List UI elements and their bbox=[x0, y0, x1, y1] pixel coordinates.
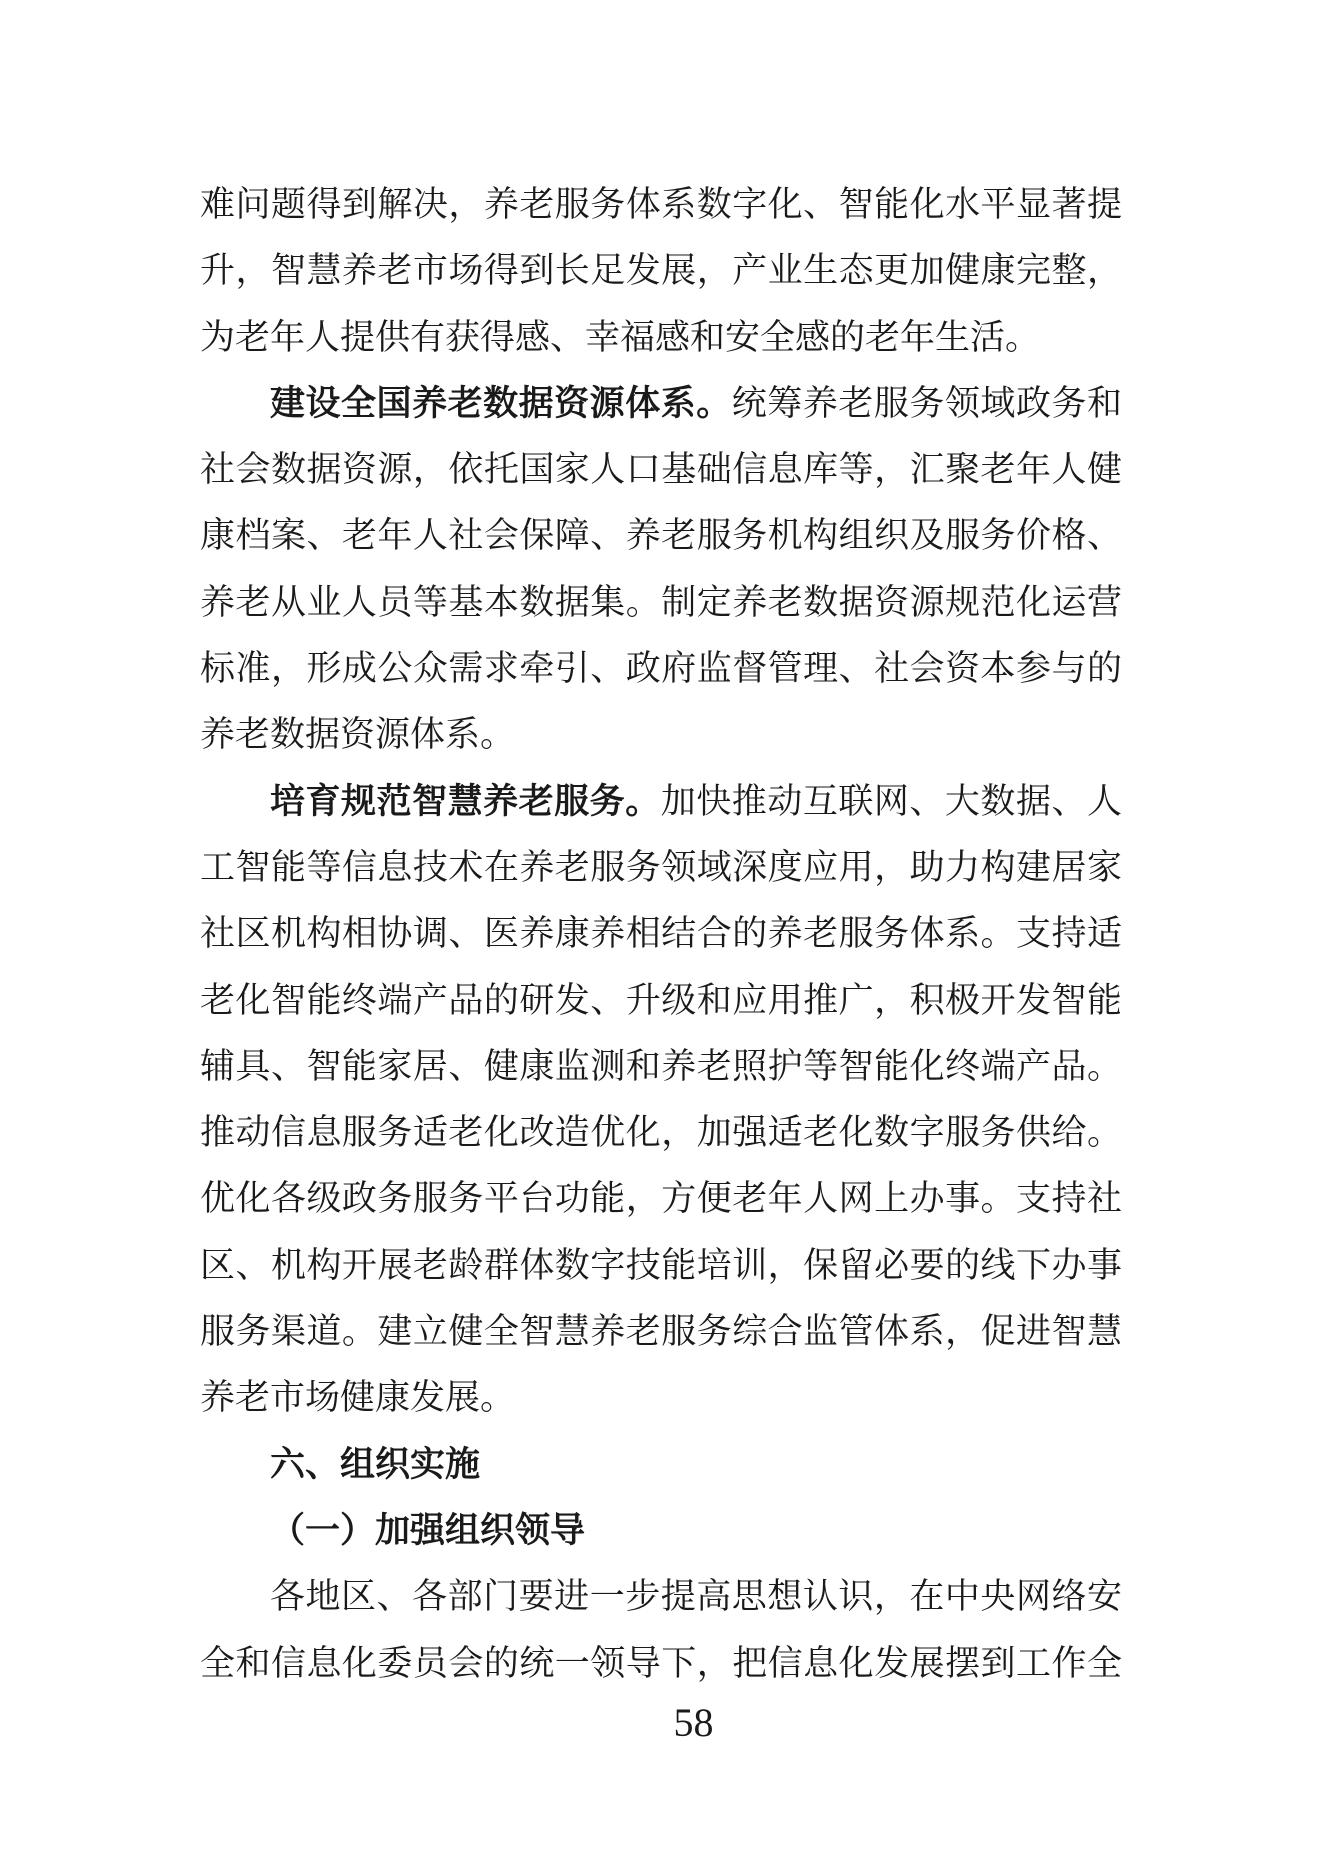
body-text-line bbox=[200, 437, 1122, 503]
line-text: 难问题得到解决，养老服务体系数字化、智能化水平显著提 bbox=[200, 185, 1122, 224]
line-text: 优化各级政务服务平台功能，方便老年人网上办事。支持社 bbox=[200, 1179, 1122, 1219]
line-text: 标准，形成公众需求牵引、政府监督管理、社会资本参与的 bbox=[200, 649, 1122, 689]
subsection-heading bbox=[200, 1498, 1122, 1564]
body-text-line bbox=[200, 968, 1122, 1034]
line-text: 养老数据资源体系。 bbox=[200, 715, 516, 755]
line-text: 各地区、各部门要进一步提高思想认识，在中央网络安 bbox=[270, 1577, 1122, 1617]
section-heading bbox=[200, 1432, 1122, 1498]
body-text-line bbox=[200, 1233, 1122, 1299]
line-text: 社区机构相协调、医养康养相结合的养老服务体系。支持适 bbox=[200, 914, 1122, 954]
text-column bbox=[200, 172, 1122, 1697]
line-text: 加快推动互联网、大数据、人 bbox=[660, 781, 1122, 821]
page-number: 58 bbox=[673, 1700, 714, 1745]
paragraph-lead-bold: 培育规范智慧养老服务。 bbox=[270, 781, 661, 821]
line-text: 服务渠道。建立健全智慧养老服务综合监管体系，促进智慧 bbox=[200, 1312, 1122, 1352]
line-text: 养老市场健康发展。 bbox=[200, 1378, 516, 1418]
line-text: 推动信息服务适老化改造优化，加强适老化数字服务供给。 bbox=[200, 1113, 1122, 1153]
line-text: 为老年人提供有获得感、幸福感和安全感的老年生活。 bbox=[200, 317, 1041, 357]
body-text-line bbox=[200, 503, 1122, 569]
line-text: 升，智慧养老市场得到长足发展，产业生态更加健康完整， bbox=[200, 251, 1122, 291]
body-text-line bbox=[200, 1034, 1122, 1100]
body-text-line bbox=[200, 570, 1122, 636]
heading-text: 六、组织实施 bbox=[270, 1444, 481, 1484]
body-text-line bbox=[200, 1100, 1122, 1166]
body-text-line bbox=[200, 238, 1122, 304]
paragraph-lead-bold: 建设全国养老数据资源体系。 bbox=[270, 383, 732, 423]
line-text: 社会数据资源，依托国家人口基础信息库等，汇聚老年人健 bbox=[200, 450, 1122, 490]
line-text: 全和信息化委员会的统一领导下，把信息化发展摆到工作全 bbox=[200, 1643, 1122, 1683]
body-text-line bbox=[200, 371, 1122, 437]
body-text-line bbox=[200, 1564, 1122, 1630]
line-text: 统筹养老服务领域政务和 bbox=[731, 383, 1122, 423]
body-text-line bbox=[200, 1631, 1122, 1697]
body-text-line bbox=[200, 305, 1122, 371]
body-text-line bbox=[200, 1299, 1122, 1365]
body-text-line bbox=[200, 901, 1122, 967]
body-text-line bbox=[200, 1365, 1122, 1431]
line-text: 老化智能终端产品的研发、升级和应用推广，积极开发智能 bbox=[200, 980, 1122, 1020]
body-text-line bbox=[200, 636, 1122, 702]
line-text: 养老从业人员等基本数据集。制定养老数据资源规范化运营 bbox=[200, 582, 1122, 622]
body-text-line bbox=[200, 769, 1122, 835]
body-text-line bbox=[200, 172, 1122, 238]
line-text: 区、机构开展老龄群体数字技能培训，保留必要的线下办事 bbox=[200, 1245, 1122, 1285]
body-text-line bbox=[200, 1166, 1122, 1232]
body-text-line bbox=[200, 835, 1122, 901]
line-text: 工智能等信息技术在养老服务领域深度应用，助力构建居家 bbox=[200, 847, 1122, 887]
line-text: 辅具、智能家居、健康监测和养老照护等智能化终端产品。 bbox=[200, 1046, 1122, 1086]
body-text-line bbox=[200, 702, 1122, 768]
heading-text: （一）加强组织领导 bbox=[270, 1510, 586, 1550]
line-text: 康档案、老年人社会保障、养老服务机构组织及服务价格、 bbox=[200, 516, 1122, 556]
